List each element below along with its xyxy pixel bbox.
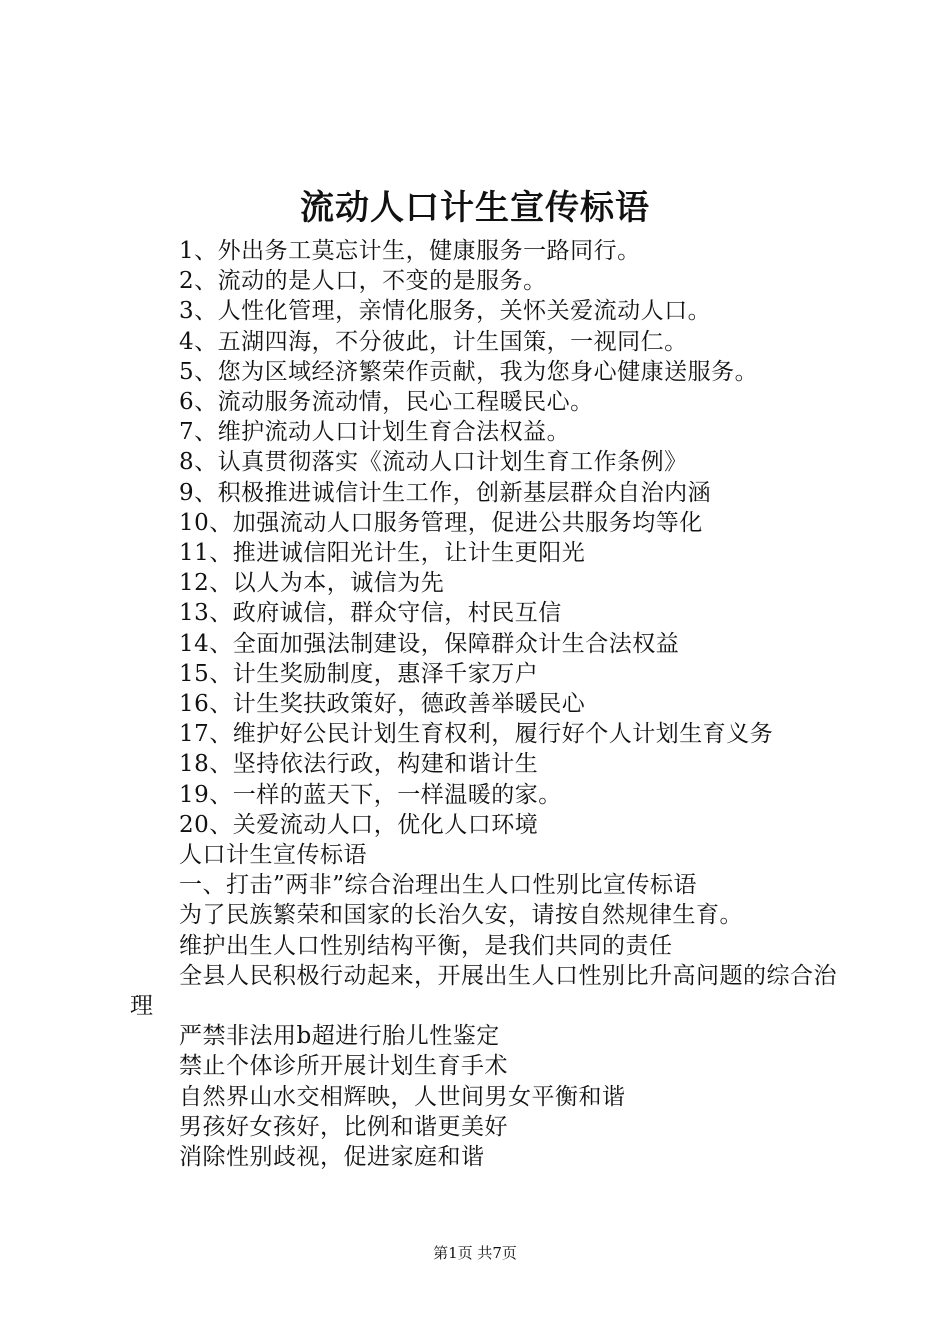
slogan-line: 14、全面加强法制建设，保障群众计生合法权益 [179,630,680,657]
section-heading: 人口计生宣传标语 [179,842,367,869]
slogan-line: 男孩好女孩好，比例和谐更美好 [179,1113,508,1140]
slogan-line: 6、流动服务流动情，民心工程暖民心。 [179,389,594,416]
slogan-line: 严禁非法用b超进行胎儿性鉴定 [179,1023,500,1050]
slogan-line: 9、积极推进诚信计生工作，创新基层群众自治内涵 [179,479,712,506]
slogan-line: 2、流动的是人口，不变的是服务。 [179,268,547,295]
slogan-line: 20、关爱流动人口，优化人口环境 [179,811,539,838]
slogan-line: 禁止个体诊所开展计划生育手术 [179,1053,508,1080]
slogan-line: 5、您为区域经济繁荣作贡献，我为您身心健康送服务。 [179,358,759,385]
slogan-line: 10、加强流动人口服务管理，促进公共服务均等化 [179,509,703,536]
slogan-line: 19、一样的蓝天下，一样温暖的家。 [179,781,562,808]
page-number-footer: 第1页 共7页 [433,1244,517,1262]
slogan-line: 17、维护好公民计划生育权利，履行好个人计划生育义务 [179,721,774,748]
slogan-line: 7、维护流动人口计划生育合法权益。 [179,419,571,446]
document-body [130,236,840,1172]
slogan-line: 18、坚持依法行政，构建和谐计生 [179,751,539,778]
slogan-line: 3、人性化管理，亲情化服务，关怀关爱流动人口。 [179,298,712,325]
slogan-line: 8、认真贯彻落实《流动人口计划生育工作条例》 [179,449,688,476]
slogan-line: 16、计生奖扶政策好，德政善举暖民心 [179,691,586,718]
slogan-line: 为了民族繁荣和国家的长治久安，请按自然规律生育。 [179,902,743,929]
slogan-line: 自然界山水交相辉映，人世间男女平衡和谐 [179,1083,626,1110]
slogan-line: 11、推进诚信阳光计生，让计生更阳光 [179,540,586,567]
slogan-line: 维护出生人口性别结构平衡，是我们共同的责任 [179,932,673,959]
slogan-line: 全县人民积极行动起来，开展出生人口性别比升高问题的综合治理 [130,962,837,1020]
section-subheading: 一、打击”两非”综合治理出生人口性别比宣传标语 [179,872,698,899]
slogan-line: 13、政府诚信，群众守信，村民互信 [179,600,562,627]
document-title: 流动人口计生宣传标语 [300,188,650,228]
slogan-line: 消除性别歧视，促进家庭和谐 [179,1144,485,1171]
slogan-line: 15、计生奖励制度，惠泽千家万户 [179,660,539,687]
slogan-line: 12、以人为本，诚信为先 [179,570,445,597]
slogan-line: 4、五湖四海，不分彼此，计生国策，一视同仁。 [179,328,688,355]
slogan-line: 1、外出务工莫忘计生，健康服务一路同行。 [179,238,641,264]
